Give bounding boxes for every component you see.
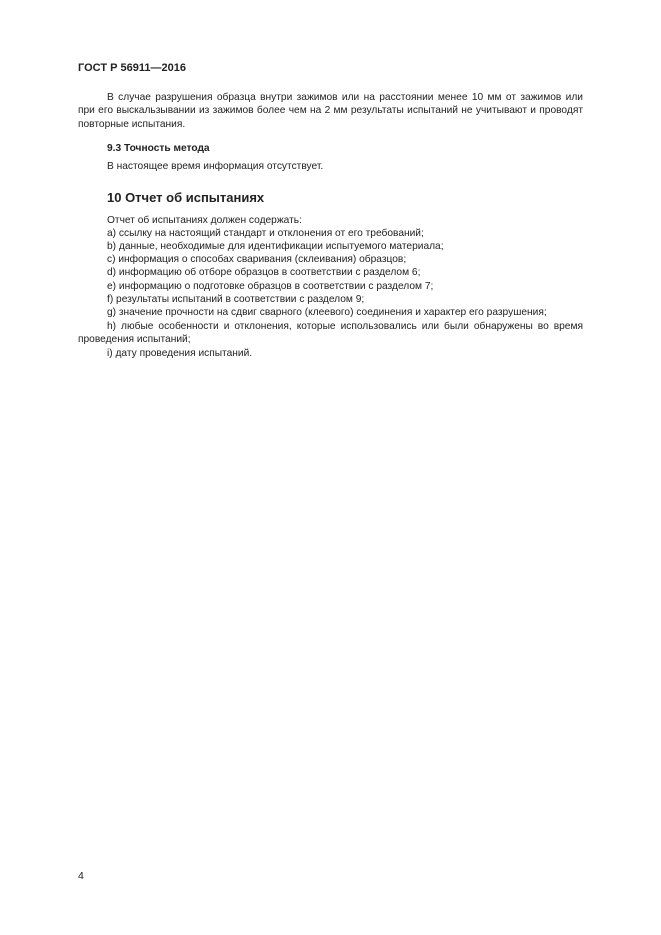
section-10-lead: Отчет об испытаниях должен содержать: [107, 215, 302, 226]
list-item: i) дату проведения испытаний. [107, 348, 253, 359]
list-item: b) данные, необходимые для идентификации испытуемого материала; [107, 241, 444, 252]
list-item: d) информацию об отборе образцов в соответствии с разделом 6; [107, 267, 421, 278]
paragraph-line: повторные испытания. [78, 119, 186, 130]
list-item-continuation: проведения испытаний; [78, 334, 191, 345]
paragraph-line: при его выскальзывании из зажимов более чем на 2 мм результаты испытаний не учитывают и проводят [78, 105, 583, 116]
list-item: f) результаты испытаний в соответствии с разделом 9; [107, 294, 365, 305]
document-header: ГОСТ Р 56911—2016 [78, 62, 186, 74]
section-10-title: 10 Отчет об испытаниях [107, 190, 265, 205]
list-item: c) информация о способах сваривания (склеивания) образцов; [107, 254, 407, 265]
list-item: h) любые особенности и отклонения, которые использовались или были обнаружены во время [107, 321, 583, 332]
paragraph-line: В случае разрушения образца внутри зажимов или на расстоянии менее 10 мм от зажимов или [107, 92, 583, 103]
list-item: g) значение прочности на сдвиг сварного (клеевого) соединения и характер его разрушения; [107, 307, 547, 318]
list-item: a) ссылку на настоящий стандарт и отклонения от его требований; [107, 228, 424, 239]
page-number: 4 [78, 870, 84, 882]
section-9-3-title: 9.3 Точность метода [107, 143, 210, 154]
list-item: e) информацию о подготовке образцов в соответствии с разделом 7; [107, 281, 434, 292]
section-9-3-text: В настоящее время информация отсутствует. [107, 161, 324, 172]
